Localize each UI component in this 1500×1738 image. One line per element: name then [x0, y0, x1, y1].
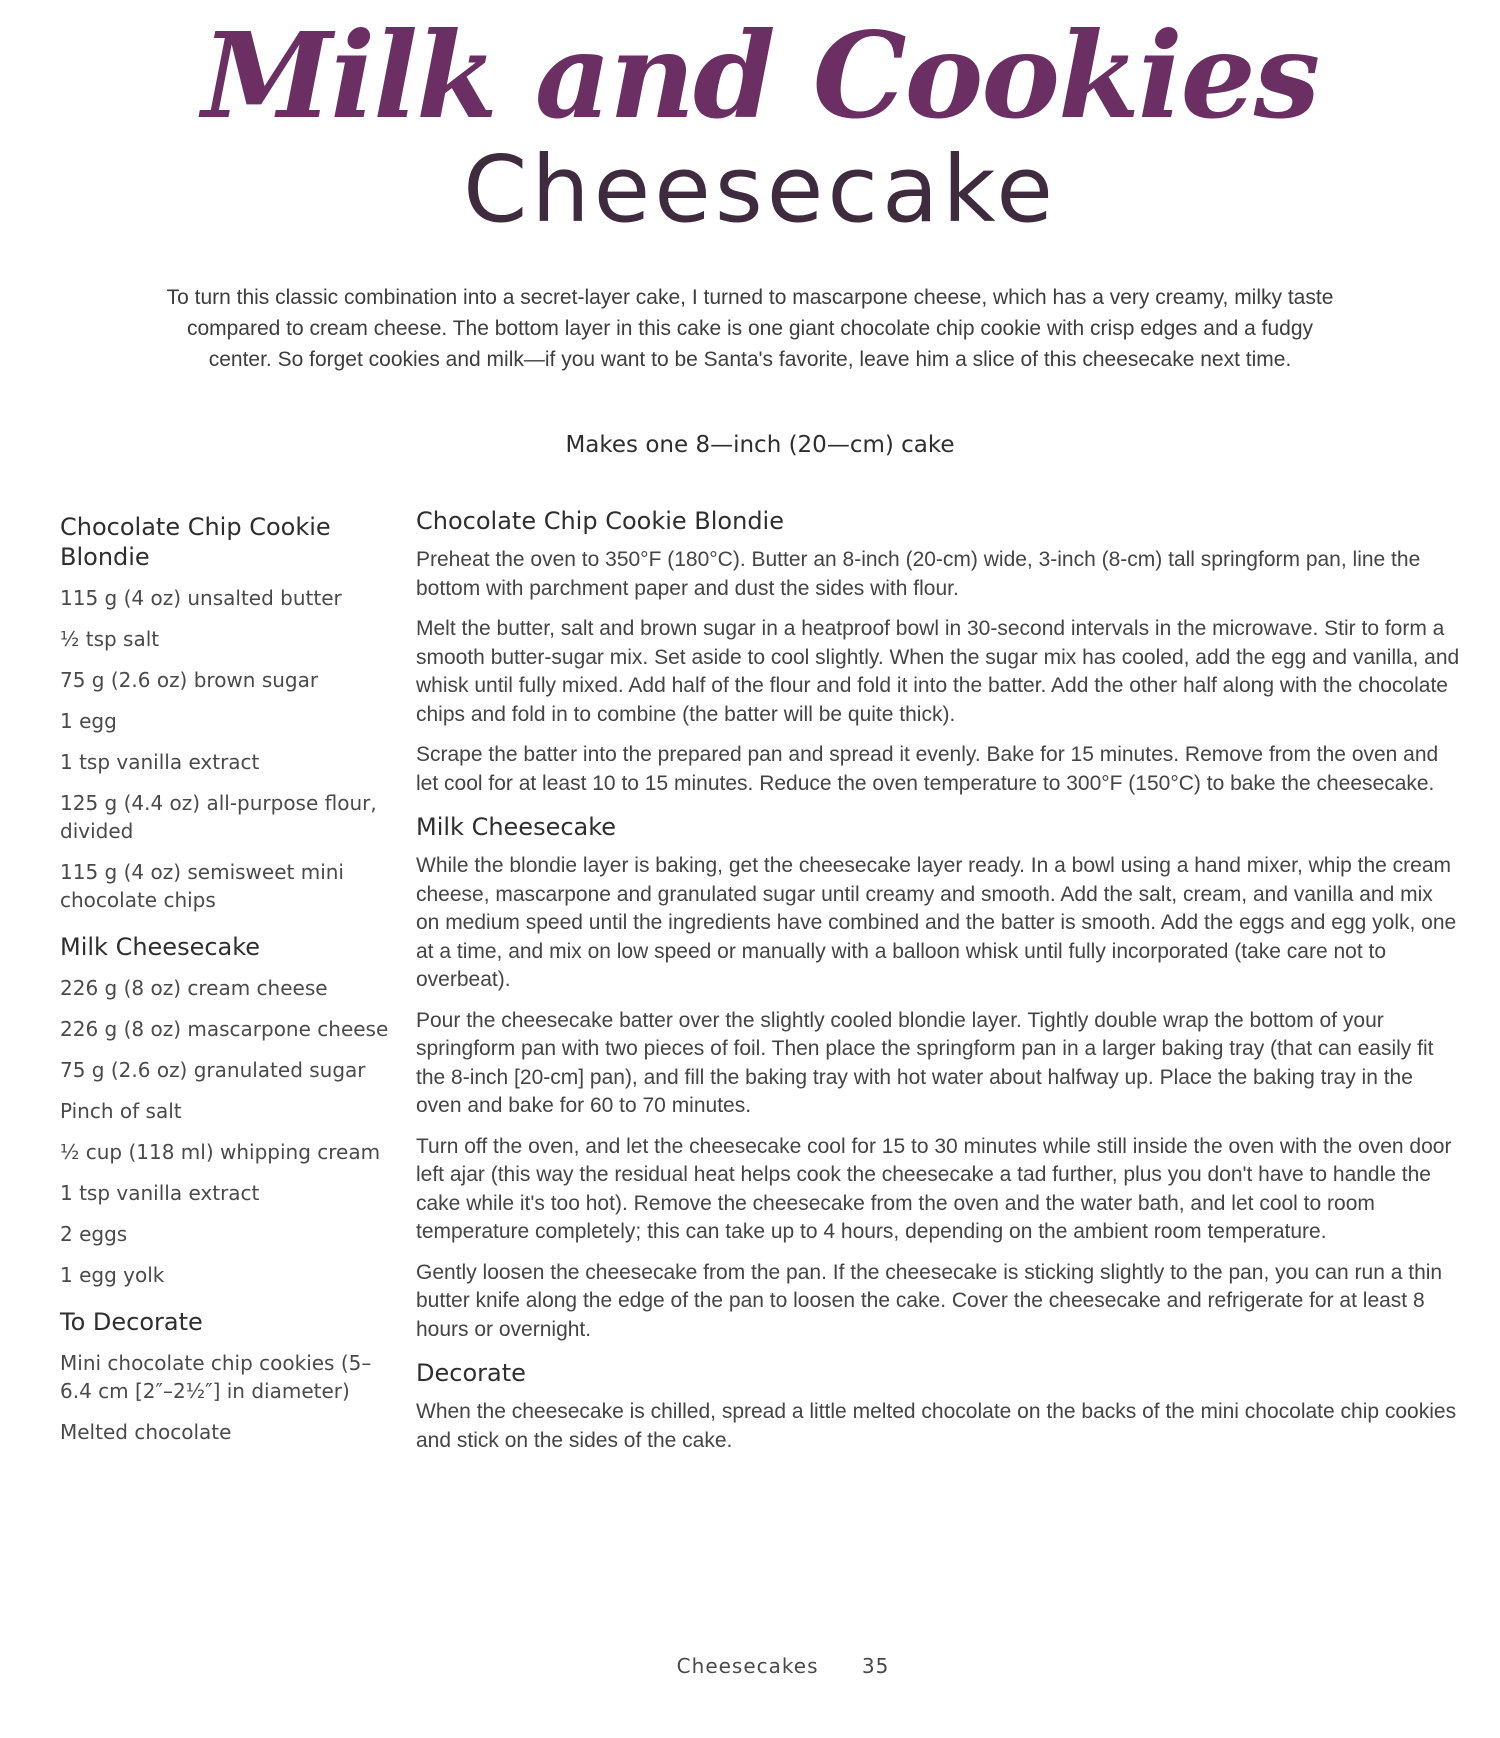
method-section-blondie — [416, 506, 1461, 798]
method-paragraph: While the blondie layer is baking, get the cheesecake layer ready. In a bowl using a hand mixer, whip the cream cheese, mascarpone and granulated sugar until creamy and smooth. Add the salt, cream, and vanilla and mix on medium speed until the ingredients have combined and the batter is smooth. Add the eggs and egg yolk, one at a time, and mix on low speed or manually with a balloon whisk until fully incorporated (take care not to overbeat). — [416, 854, 1457, 991]
page-number: 35 — [861, 1654, 890, 1678]
ingredient-item: 1 egg — [60, 709, 117, 733]
ingredient-item: 115 g (4 oz) unsalted butter — [60, 586, 342, 610]
recipe-intro: To turn this classic combination into a secret-layer cake, I turned to mascarpone cheese, which has a very creamy, milky taste compared to cream cheese. The bottom layer in this cake is one giant chocolate chip cookie with crisp edges and a fudgy center. So forget cookies and milk—if you want to be Santa's favorite, leave him a slice of this cheesecake next time. — [166, 286, 1334, 371]
method-heading: Chocolate Chip Cookie Blondie — [416, 507, 784, 535]
ingredients-column — [60, 512, 390, 1464]
ingredient-group-cheesecake — [60, 932, 390, 1289]
method-paragraph: Pour the cheesecake batter over the slightly cooled blondie layer. Tightly double wrap the bottom of your springform pan with two pieces of foil. Then place the springform pan in a larger baking tray (that can easily fit the 8-inch [20-cm] pan), and fill the baking tray with hot water about halfway up. Place the baking tray in the oven and bake for 60 to 70 minutes. — [416, 1008, 1434, 1117]
ingredient-heading: To Decorate — [60, 1308, 203, 1336]
ingredient-item: 1 tsp vanilla extract — [60, 1181, 260, 1205]
ingredient-item: 2 eggs — [60, 1222, 128, 1246]
method-paragraph: When the cheesecake is chilled, spread a little melted chocolate on the backs of the mini chocolate chip cookies and stick on the sides of the cake. — [416, 1400, 1457, 1452]
ingredient-group-blondie — [60, 512, 390, 914]
method-heading: Milk Cheesecake — [416, 813, 617, 841]
method-paragraph: Turn off the oven, and let the cheesecake cool for 15 to 30 minutes while still inside the oven with the oven door left ajar (this way the residual heat helps cook the cheesecake a tad further, plus you don't have to handle the cake while it's too hot). Remove the cheesecake from the oven and the water bath, and let cool to room temperature completely; this can take up to 4 hours, depending on the ambient room temperature. — [416, 1134, 1452, 1243]
method-paragraph: Melt the butter, salt and brown sugar in a heatproof bowl in 30-second intervals in the microwave. Stir to form a smooth butter-sugar mix. Set aside to cool slightly. When the sugar mix has cooled, add the egg and vanilla, and whisk until fully mixed. Add half of the flour and fold it into the batter. Add the other half along with the chocolate chips and fold in to combine (the batter will be quite thick). — [416, 617, 1460, 726]
method-paragraph: Gently loosen the cheesecake from the pan. If the cheesecake is sticking slightly to the pan, you can run a thin butter knife along the edge of the pan to loosen the cake. Cover the cheesecake and refrigerate for at least 8 hours or overnight. — [416, 1260, 1443, 1341]
recipe-title-script: Milk and Cookies — [201, 6, 1319, 145]
ingredient-item: Melted chocolate — [60, 1420, 232, 1444]
page-footer — [33, 1654, 1500, 1678]
method-section-decorate — [416, 1358, 1461, 1455]
ingredient-item: 115 g (4 oz) semisweet mini chocolate chips — [60, 860, 344, 912]
footer-section-name: Cheesecakes — [676, 1654, 819, 1678]
method-paragraph: Scrape the batter into the prepared pan and spread it evenly. Bake for 15 minutes. Remove from the oven and let cool for at least 10 to 15 minutes. Reduce the oven temperature to 300°F (150°C) to bake the cheesecake. — [416, 743, 1439, 795]
ingredient-item: 226 g (8 oz) mascarpone cheese — [60, 1017, 389, 1041]
ingredient-group-decorate — [60, 1307, 390, 1446]
recipe-yield: Makes one 8—inch (20—cm) cake — [565, 432, 955, 458]
ingredient-item: ½ cup (118 ml) whipping cream — [60, 1140, 381, 1164]
ingredient-item: 1 egg yolk — [60, 1263, 165, 1287]
recipe-title-main: Cheesecake — [463, 136, 1057, 243]
ingredient-item: Mini chocolate chip cookies (5–6.4 cm [2″–2½″] in diameter) — [60, 1351, 372, 1403]
ingredient-item: 75 g (2.6 oz) brown sugar — [60, 668, 319, 692]
ingredient-item: 1 tsp vanilla extract — [60, 750, 260, 774]
ingredient-heading: Milk Cheesecake — [60, 933, 261, 961]
method-heading: Decorate — [416, 1359, 526, 1387]
method-column — [416, 506, 1461, 1469]
ingredient-item: ½ tsp salt — [60, 627, 160, 651]
ingredient-item: 75 g (2.6 oz) granulated sugar — [60, 1058, 366, 1082]
ingredient-heading: Chocolate Chip Cookie Blondie — [60, 513, 331, 571]
ingredient-item: 125 g (4.4 oz) all-purpose flour, divided — [60, 791, 377, 843]
ingredient-item: Pinch of salt — [60, 1099, 182, 1123]
ingredient-item: 226 g (8 oz) cream cheese — [60, 976, 328, 1000]
method-section-cheesecake — [416, 812, 1461, 1344]
method-paragraph: Preheat the oven to 350°F (180°C). Butter an 8-inch (20-cm) wide, 3-inch (8-cm) tall springform pan, line the bottom with parchment paper and dust the sides with flour. — [416, 548, 1421, 600]
